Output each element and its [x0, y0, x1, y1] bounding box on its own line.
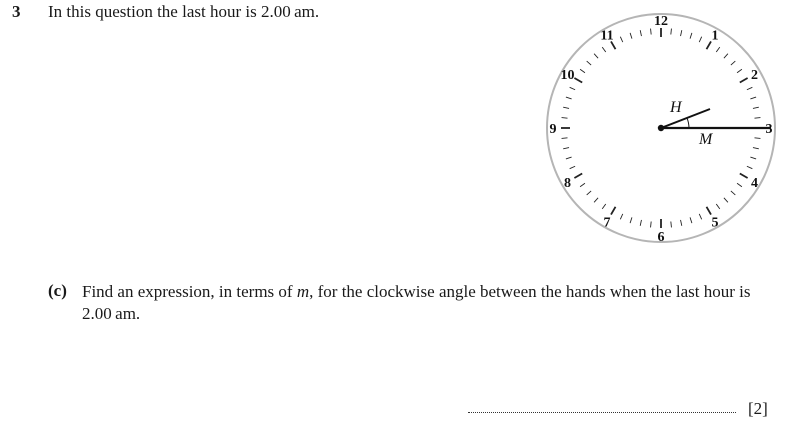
question-intro: In this question the last hour is 2.00 am.	[48, 2, 320, 21]
minute-tick	[754, 138, 760, 139]
part-c-text-after: , for the clockwise angle between the hands when the last hour is 2.00 am.	[82, 282, 751, 323]
minute-tick	[651, 29, 652, 35]
part-c-question	[82, 281, 782, 325]
clock-numeral: 3	[765, 122, 773, 137]
marks-label: [2]	[748, 399, 768, 418]
clock-numeral: 1	[711, 28, 719, 44]
answer-line[interactable]	[468, 399, 736, 413]
minute-tick	[562, 118, 568, 119]
question-number: 3	[12, 2, 21, 21]
clock-numeral: 11	[600, 28, 614, 44]
minute-tick	[651, 221, 652, 227]
clock-numeral: 7	[603, 215, 611, 231]
minute-hand-label: M	[699, 131, 713, 148]
minute-tick	[671, 221, 672, 227]
clock-numeral: 8	[563, 176, 571, 191]
clock-numeral: 10	[560, 68, 575, 83]
clock-numeral: 4	[751, 176, 759, 191]
hour-hand-label: H	[670, 99, 682, 116]
clock-numeral: 9	[549, 122, 557, 137]
part-c-text-before: Find an expression, in terms of	[82, 282, 297, 301]
minute-tick	[562, 138, 568, 139]
variable-m: m	[296, 282, 310, 301]
clock-diagram	[540, 8, 780, 248]
clock-numeral: 12	[654, 14, 668, 29]
minute-tick	[754, 118, 760, 119]
part-c-label: (c)	[48, 281, 67, 300]
clock-centre	[658, 125, 664, 131]
minute-tick	[671, 29, 672, 35]
clock-numeral: 2	[751, 68, 759, 83]
clock-numeral: 5	[711, 215, 719, 231]
clock-numeral: 6	[657, 230, 665, 245]
